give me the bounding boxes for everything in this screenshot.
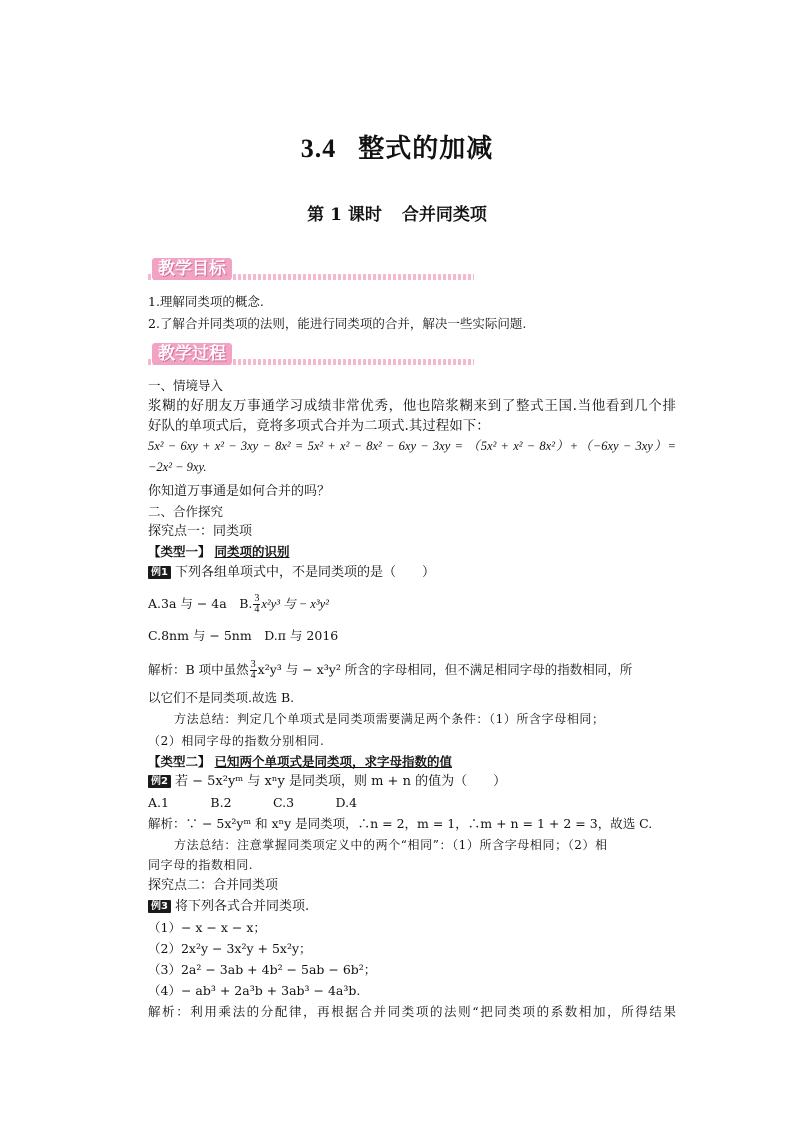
type-title: 同类项的识别 <box>214 544 290 559</box>
objectives-banner-label: 教学目标 <box>152 258 232 280</box>
example2-question <box>148 774 506 790</box>
type-bracket: 【类型二】 <box>148 754 211 769</box>
example-label: 例2 <box>148 775 171 788</box>
equation-line: 5x² − 6xy + x² − 3xy − 8x² = 5x² + x² − 8x² − 6xy − 3xy = （5x² + x² − 8x²）+（−6xy − 3xy）= <box>148 439 676 453</box>
chapter-title-text: 整式的加减 <box>358 134 494 164</box>
method-summary: （2）相同字母的指数分别相同. <box>148 734 325 748</box>
objective-item: 2.了解合并同类项的法则，能进行同类项的合并，解决一些实际问题. <box>148 316 527 331</box>
example1-question <box>148 565 435 581</box>
example2-analysis: 解析：∵ − 5x²yᵐ 和 xⁿy 是同类项，∴n = 2，m = 1，∴m + n = 1 + 2 = 3，故选 C. <box>148 816 653 831</box>
type-title: 已知两个单项式是同类项，求字母指数的值 <box>214 754 453 769</box>
type1-heading <box>148 544 290 560</box>
example-label: 例1 <box>148 566 171 579</box>
list-item: （1）− x − x − x； <box>148 920 266 935</box>
analysis-text: 解析：B 项中虽然 <box>148 662 249 677</box>
example-label: 例3 <box>148 900 171 913</box>
analysis-text: x²y³ 与 − x³y² 所含的字母相同，但不满足相同字母的指数相同，所 <box>257 662 633 677</box>
example1-options-ab <box>148 594 329 615</box>
fraction-numerator: 3 <box>250 659 256 670</box>
option-b: x²y³ 与 − x³y² <box>261 597 329 611</box>
list-item: （3）2a² − 3ab + 4b² − 5ab − 6b²； <box>148 962 377 977</box>
fraction-numerator: 3 <box>254 593 260 604</box>
equation-line: −2x² − 9xy. <box>148 460 207 474</box>
objective-item: 1.理解同类项的概念. <box>148 294 264 309</box>
process-banner <box>148 343 474 369</box>
fraction <box>253 594 260 615</box>
example1-options-cd: C.8nm 与 − 5nm D.π 与 2016 <box>148 628 339 643</box>
example3-analysis: 解析：利用乘法的分配律，再根据合并同类项的法则“把同类项的系数相加，所得结果 <box>148 1004 676 1019</box>
list-item: （4）− ab³ + 2a³b + 3ab³ − 4a³b. <box>148 983 361 998</box>
lesson-number: 第 1 课时 <box>307 205 382 225</box>
section-heading: 二、合作探究 <box>148 504 224 519</box>
type-bracket: 【类型一】 <box>148 544 211 559</box>
method-summary: 同字母的指数相同. <box>148 858 254 872</box>
process-banner-label: 教学过程 <box>152 343 232 365</box>
option-a: A.3a 与 − 4a B. <box>148 596 253 611</box>
fraction-denominator: 4 <box>254 604 260 615</box>
list-item: （2）2x²y − 3x²y + 5x²y； <box>148 941 312 956</box>
lesson-topic: 合并同类项 <box>401 205 487 225</box>
section-heading: 一、情境导入 <box>148 378 224 393</box>
example-text: 下列各组单项式中，不是同类项的是（ ） <box>174 565 435 580</box>
example1-analysis <box>148 660 676 681</box>
story-line: 好队的单项式后，竟将多项式合并为二项式.其过程如下： <box>148 418 490 434</box>
chapter-number: 3.4 <box>300 134 337 163</box>
method-summary: 方法总结：判定几个单项式是同类项需要满足两个条件：（1）所含字母相同； <box>174 712 605 726</box>
fraction <box>250 660 257 681</box>
explore-point-heading: 探究点二：合并同类项 <box>148 878 279 893</box>
question-line: 你知道万事通是如何合并的吗？ <box>148 484 331 499</box>
method-summary: 方法总结：注意掌握同类项定义中的两个“相同”：（1）所含字母相同；（2）相 <box>174 838 608 852</box>
explore-point-heading: 探究点一：同类项 <box>148 524 253 539</box>
example-text: 将下列各式合并同类项. <box>174 899 310 914</box>
example-text: 若 − 5x²yᵐ 与 xⁿy 是同类项，则 m + n 的值为（ ） <box>174 774 507 789</box>
objectives-banner <box>148 258 474 284</box>
lesson-subtitle <box>0 200 794 225</box>
chapter-title <box>0 128 794 165</box>
example2-options: A.1 B.2 C.3 D.4 <box>148 795 358 810</box>
type2-heading <box>148 754 452 770</box>
example3-question <box>148 899 309 915</box>
story-line: 浆糊的好朋友万事通学习成绩非常优秀，他也陪浆糊来到了整式王国.当他看到几个排 <box>148 398 676 414</box>
fraction-denominator: 4 <box>250 670 256 681</box>
example1-analysis-cont: 以它们不是同类项.故选 B. <box>148 690 295 705</box>
